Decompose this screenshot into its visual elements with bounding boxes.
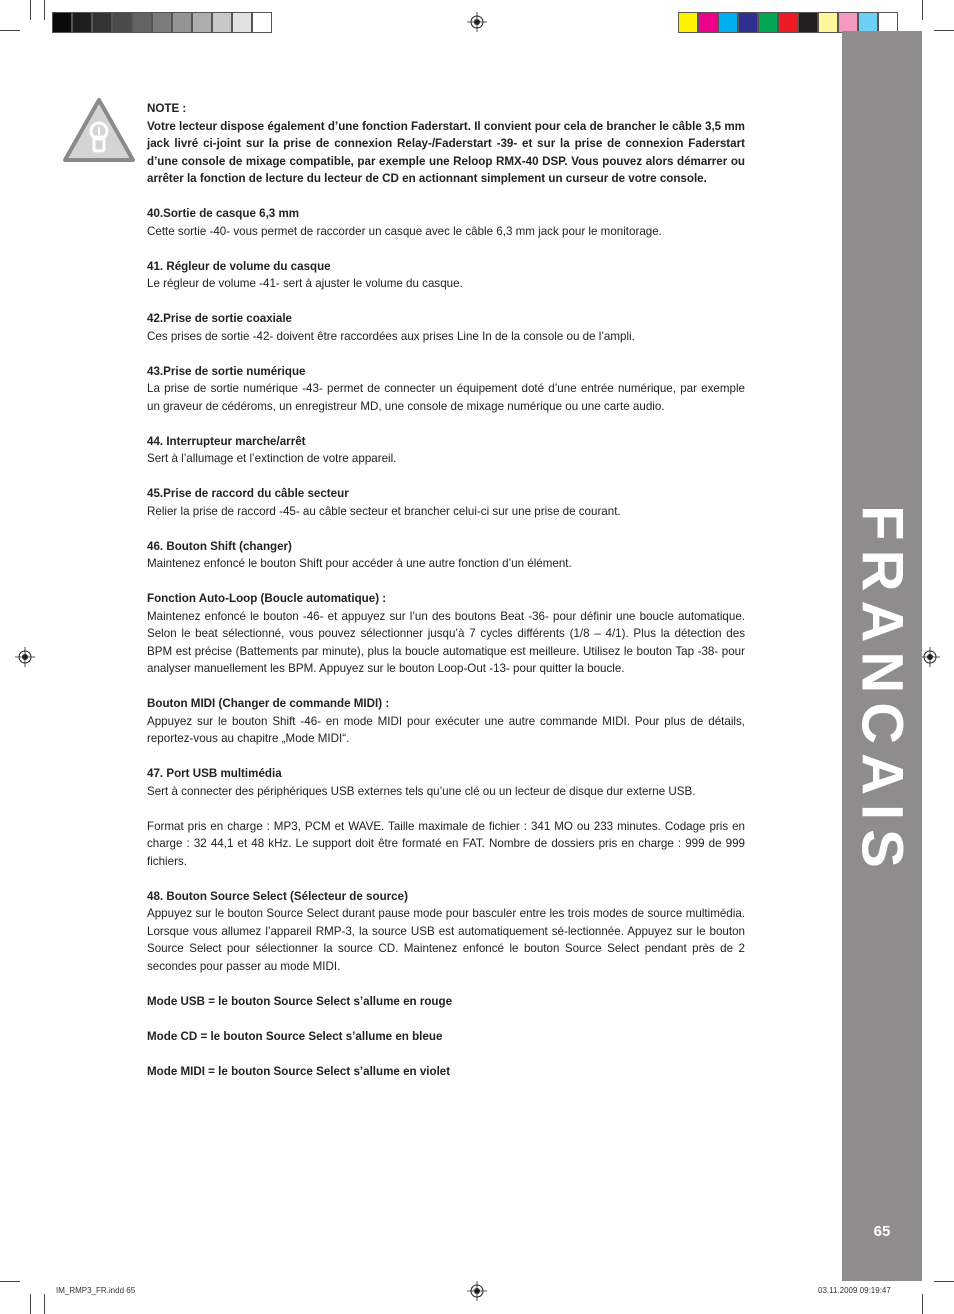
section-body: La prise de sortie numérique -43- permet de connecter un équipement doté d’une entrée numérique, par exemple un graveur de cédéroms, un enregistreur MD, une console de mixage numérique ou une carte audio. bbox=[147, 382, 745, 413]
section-body: Appuyez sur le bouton Shift -46- en mode MIDI pour exécuter une autre commande MIDI. Pour plus de détails, reportez-vous au chapitre „Mode MIDI“. bbox=[147, 714, 745, 745]
slug-date: 03.11.2009 09:19:47 bbox=[818, 1286, 891, 1295]
gray-swatch bbox=[52, 12, 72, 33]
registration-mark-icon bbox=[15, 647, 35, 667]
gray-swatch bbox=[192, 12, 212, 33]
section-heading: 44. Interrupteur marche/arrêt bbox=[147, 434, 306, 448]
crop-mark bbox=[922, 0, 923, 20]
section-body: Sert à l’allumage et l’extinction de votre appareil. bbox=[147, 452, 397, 465]
section-body: Maintenez enfoncé le bouton -46- et appuyez sur l’un des boutons Beat -36- pour définir une boucle automatique. Selon le beat sélectionné, vous pouvez sélectionner jusqu’à 7 cycles différents (1/8 – 4/1). Plus la détection des BPM est précise (Battements par minute), plus la boucle automatique est meilleure. Utilisez le bouton Tap -38- pour analyser manuellement les BPM. Appuyez sur le bouton Loop-Out -13- pour quitter la boucle. bbox=[147, 609, 745, 675]
section-heading: 48. Bouton Source Select (Sélecteur de source) bbox=[147, 889, 408, 903]
section-body: Relier la prise de raccord -45- au câble secteur et brancher celui-ci sur une prise de courant. bbox=[147, 504, 621, 518]
grayscale-bar bbox=[52, 12, 272, 33]
gray-swatch bbox=[132, 12, 152, 33]
mode-line: Mode USB = le bouton Source Select s’allume en rouge bbox=[147, 994, 453, 1008]
crop-mark bbox=[30, 0, 31, 20]
crop-mark bbox=[922, 1294, 923, 1314]
crop-mark bbox=[30, 1294, 31, 1314]
section-heading: 45.Prise de raccord du câble secteur bbox=[147, 487, 349, 500]
crop-mark bbox=[44, 1294, 45, 1314]
section-body: Cette sortie -40- vous permet de raccorder un casque avec le câble 6,3 mm jack pour le monitorage. bbox=[147, 224, 662, 238]
section-body: Le régleur de volume -41- sert à ajuster le volume du casque. bbox=[147, 277, 463, 290]
color-bar bbox=[678, 12, 898, 33]
section-heading: 46. Bouton Shift (changer) bbox=[147, 539, 292, 553]
page-number: 65 bbox=[873, 1223, 891, 1240]
note-title: NOTE : bbox=[147, 102, 187, 115]
color-swatch bbox=[778, 12, 798, 33]
section-heading: Fonction Auto-Loop (Boucle automatique) : bbox=[147, 592, 387, 605]
note-text: Votre lecteur dispose également d’une fonction Faderstart. Il convient pour cela de brancher le câble 3,5 mm jack livré ci-joint sur la prise de connexion Relay-/Faderstart -39- et sur la prise de connexion Faderstart d’une console de mixage compatible, par exemple une Reloop RMX-40 DSP. Vous pouvez alors démarrer ou arrêter la fonction de lecture du lecteur de CD en actionnant simplement un curseur de votre console. bbox=[147, 119, 745, 185]
crop-mark bbox=[0, 30, 20, 31]
color-swatch bbox=[718, 12, 738, 33]
crop-mark bbox=[934, 1281, 954, 1282]
registration-mark-icon bbox=[467, 1281, 487, 1301]
color-swatch bbox=[798, 12, 818, 33]
section-heading: 41. Régleur de volume du casque bbox=[147, 259, 331, 273]
section-body: Ces prises de sortie -42- doivent être raccordées aux prises Line In de la console ou de l’ampli. bbox=[147, 329, 635, 343]
gray-swatch bbox=[232, 12, 252, 33]
mode-line: Mode MIDI = le bouton Source Select s’allume en violet bbox=[147, 1064, 451, 1078]
color-swatch bbox=[838, 12, 858, 33]
section-heading: 42.Prise de sortie coaxiale bbox=[147, 312, 293, 325]
color-swatch bbox=[678, 12, 698, 33]
gray-swatch bbox=[212, 12, 232, 33]
color-swatch bbox=[878, 12, 898, 33]
mode-line: Mode CD = le bouton Source Select s’allume en bleue bbox=[147, 1029, 443, 1043]
gray-swatch bbox=[112, 12, 132, 33]
language-sidebar bbox=[842, 31, 922, 1281]
gray-swatch bbox=[252, 12, 272, 33]
section-heading: 43.Prise de sortie numérique bbox=[147, 364, 306, 378]
registration-mark-icon bbox=[467, 12, 487, 32]
section-body: Sert à connecter des périphériques USB externes tels qu’une clé ou un lecteur de disque dur externe USB. bbox=[147, 784, 696, 798]
registration-mark-icon bbox=[920, 647, 940, 667]
gray-swatch bbox=[92, 12, 112, 33]
section-heading: Bouton MIDI (Changer de commande MIDI) : bbox=[147, 697, 390, 710]
color-swatch bbox=[818, 12, 838, 33]
section-body: Appuyez sur le bouton Source Select durant pause mode pour basculer entre les trois modes de source multimédia. Lorsque vous allumez l’appareil RMP-3, la source USB est automatiquement sé-lectionnée. Appuyez sur le bouton Source Select pour sélectionner la source CD. Maintenez enfoncé le bouton Source Select pendant près de 2 secondes pour passer au mode MIDI. bbox=[147, 907, 745, 973]
language-title: FRANCAIS bbox=[849, 505, 915, 877]
crop-mark bbox=[0, 1281, 20, 1282]
crop-mark bbox=[44, 0, 45, 20]
section-heading: 40.Sortie de casque 6,3 mm bbox=[147, 207, 300, 220]
slug-filename: IM_RMP3_FR.indd 65 bbox=[56, 1286, 136, 1295]
page-content bbox=[147, 100, 745, 1080]
section-heading: 47. Port USB multimédia bbox=[147, 767, 282, 780]
crop-mark bbox=[934, 30, 954, 31]
section-body: Format pris en charge : MP3, PCM et WAVE. Taille maximale de fichier : 341 MO ou 233 minutes. Codage pris en charge : 32 44,1 et 48 kHz. Le support doit être formaté en FAT. Nombre de dossiers pris en charge : 999 de 999 fichiers. bbox=[147, 819, 745, 868]
section-body: Maintenez enfoncé le bouton Shift pour accéder à une autre fonction d’un élément. bbox=[147, 557, 572, 570]
gray-swatch bbox=[72, 12, 92, 33]
color-swatch bbox=[858, 12, 878, 33]
gray-swatch bbox=[152, 12, 172, 33]
color-swatch bbox=[758, 12, 778, 33]
color-swatch bbox=[698, 12, 718, 33]
warning-triangle-icon bbox=[62, 97, 136, 163]
color-swatch bbox=[738, 12, 758, 33]
gray-swatch bbox=[172, 12, 192, 33]
